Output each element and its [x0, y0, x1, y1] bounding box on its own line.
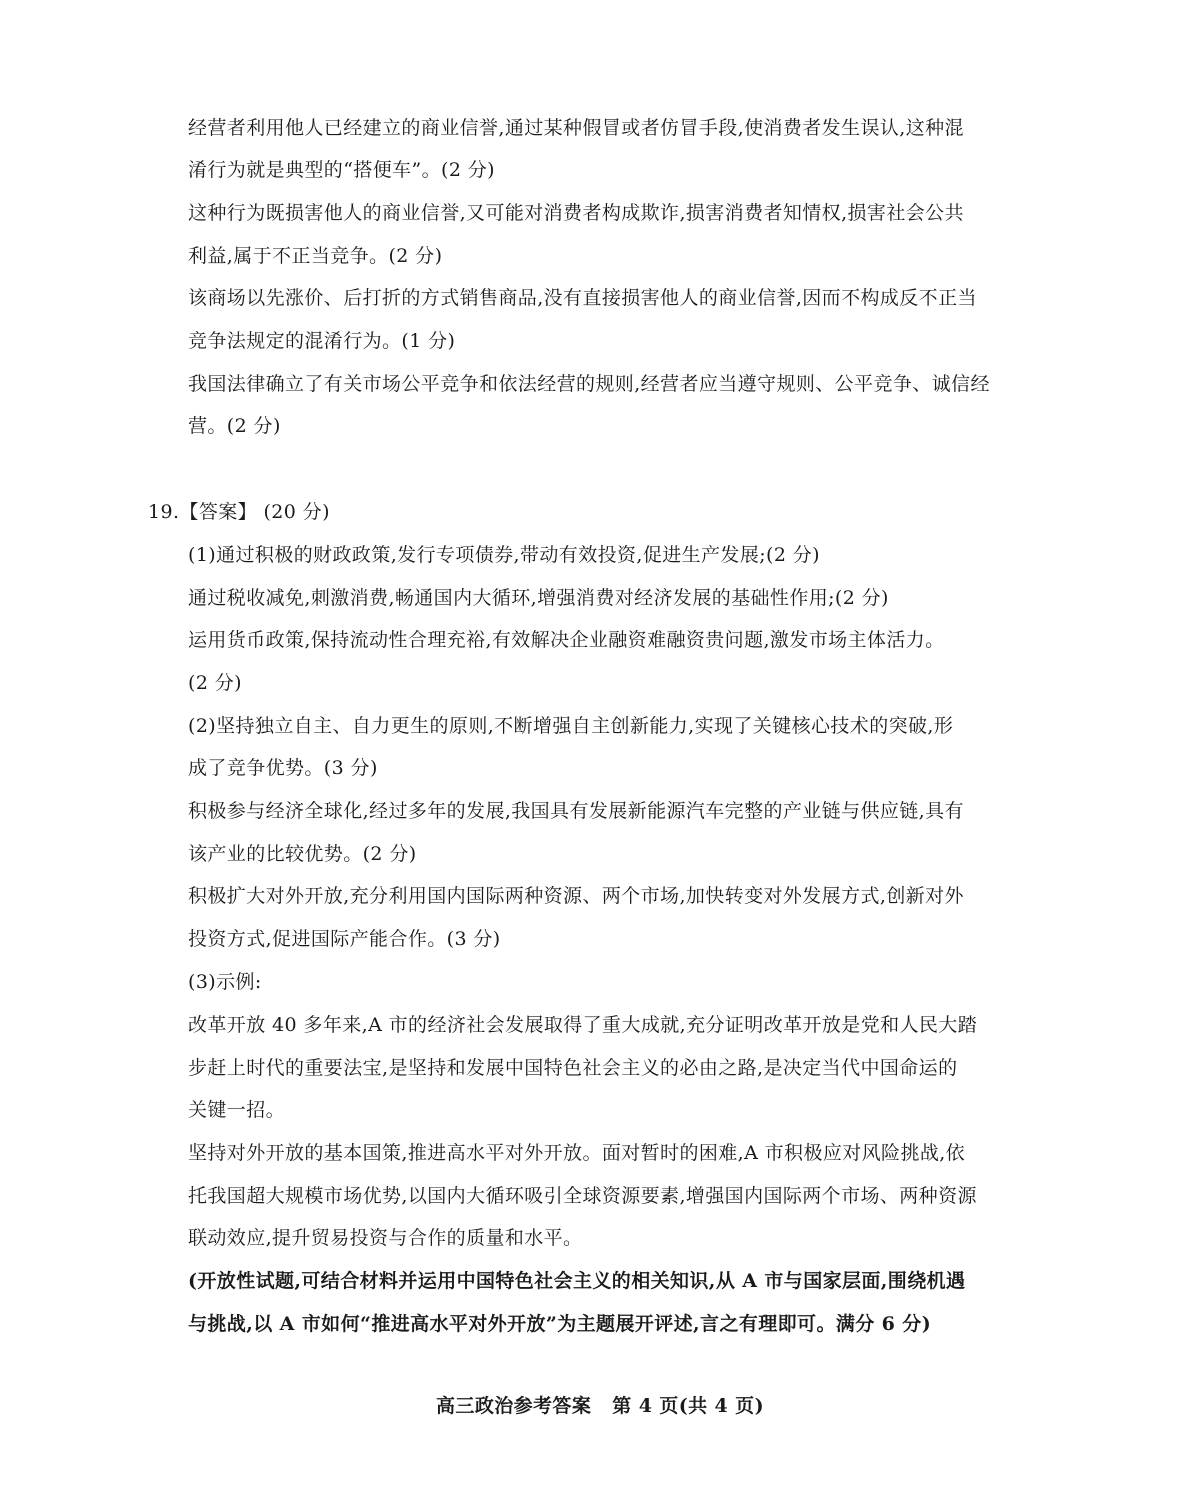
text-line: (2 分)	[188, 672, 242, 694]
text-line: (开放性试题,可结合材料并运用中国特色社会主义的相关知识,从 A 市与国家层面,围绕机遇	[188, 1270, 966, 1292]
text-line: 淆行为就是典型的“搭便车”。(2 分)	[188, 159, 495, 181]
text-line: 联动效应,提升贸易投资与合作的质量和水平。	[188, 1227, 583, 1249]
text-line: 坚持对外开放的基本国策,推进高水平对外开放。面对暂时的困难,A 市积极应对风险挑战,依	[188, 1142, 966, 1164]
text-line: 积极扩大对外开放,充分利用国内国际两种资源、两个市场,加快转变对外发展方式,创新对外	[188, 885, 964, 907]
text-line: 营。(2 分)	[188, 415, 281, 437]
page-footer: 高三政治参考答案 第 4 页(共 4 页)	[436, 1395, 764, 1417]
text-line: 我国法律确立了有关市场公平竞争和依法经营的规则,经营者应当遵守规则、公平竞争、诚信经	[188, 373, 990, 395]
text-line: 改革开放 40 多年来,A 市的经济社会发展取得了重大成就,充分证明改革开放是党和人民大踏	[188, 1014, 978, 1036]
text-line: 投资方式,促进国际产能合作。(3 分)	[188, 928, 501, 950]
text-line: 步赶上时代的重要法宝,是坚持和发展中国特色社会主义的必由之路,是决定当代中国命运的	[188, 1057, 958, 1079]
text-line: 该产业的比较优势。(2 分)	[188, 843, 417, 865]
text-line: 这种行为既损害他人的商业信誉,又可能对消费者构成欺诈,损害消费者知情权,损害社会公共	[188, 202, 964, 224]
text-line: 经营者利用他人已经建立的商业信誉,通过某种假冒或者仿冒手段,使消费者发生误认,这种混	[188, 117, 964, 139]
text-line: 通过税收减免,刺激消费,畅通国内大循环,增强消费对经济发展的基础性作用;(2 分)	[188, 587, 889, 609]
text-line: 该商场以先涨价、后打折的方式销售商品,没有直接损害他人的商业信誉,因而不构成反不正当	[188, 287, 977, 309]
text-line: (2)坚持独立自主、自力更生的原则,不断增强自主创新能力,实现了关键核心技术的突破,形	[188, 715, 954, 737]
text-line: (1)通过积极的财政政策,发行专项债券,带动有效投资,促进生产发展;(2 分)	[188, 544, 820, 566]
question-19-header: 19.【答案】 (20 分)	[148, 501, 330, 523]
text-line: 关键一招。	[188, 1099, 286, 1121]
text-line: 竞争法规定的混淆行为。(1 分)	[188, 330, 456, 352]
text-line: (3)示例:	[188, 971, 262, 993]
text-line: 利益,属于不正当竞争。(2 分)	[188, 245, 443, 267]
text-line: 成了竞争优势。(3 分)	[188, 757, 378, 779]
text-line: 运用货币政策,保持流动性合理充裕,有效解决企业融资难融资贵问题,激发市场主体活力。	[188, 629, 945, 651]
text-line: 积极参与经济全球化,经过多年的发展,我国具有发展新能源汽车完整的产业链与供应链,具有	[188, 800, 964, 822]
text-line: 与挑战,以 A 市如何“推进高水平对外开放”为主题展开评述,言之有理即可。满分 6 分)	[188, 1313, 932, 1335]
text-line: 托我国超大规模市场优势,以国内大循环吸引全球资源要素,增强国内国际两个市场、两种资源	[188, 1185, 977, 1207]
